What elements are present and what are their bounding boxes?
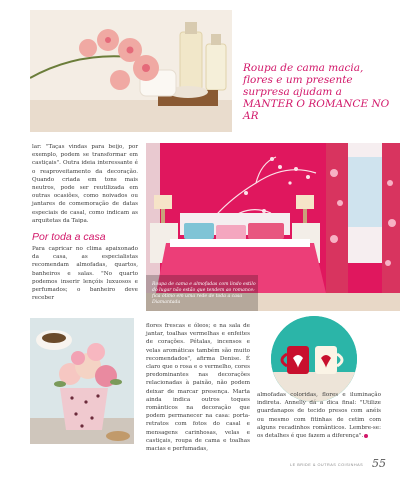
page-footer (290, 457, 390, 471)
article-headline: Roupa de cama macia, flores e um presente surpresa ajudam a MANTER O ROMANCE NO AR (243, 62, 390, 122)
end-of-article-icon (364, 434, 368, 438)
body-paragraph-1: lar: "Taças vindas para beijo, por exemplo, podem se transformar em castiçais". Outra ideia interessante é o reaproveitamento da decoração. Quando criada em tons mais neutros, pode ser reutilizada em outras ocasiões, como noivados ou jantares de comemoração de datas especiais de casal, como indicam as arquitetas da Taipa. (32, 144, 138, 224)
body-paragraph-2: Para capricar no clima apaixonado da casa, as especialistas recomendam almofadas, quartos, banheiros e salas. "No quarto podemos inserir lençóis luxuosos e perfumados; o banheiro deve receber (32, 246, 138, 302)
page-number: 55 (372, 457, 386, 470)
photo-mugs-circle (271, 316, 357, 402)
body-paragraph-3: flores frescas e óleos; e na sala de jantar, toalhas vermelhas e enfeites de corações. Pétalas, incensos e velas aromáticas também são muito recomendados", afirma Denise. É claro que o rosa e o vermelho, cores predominantes nas decorações relacionadas à paixão, não podem deixar de marcar presença. Marta ainda indica outros toques românticos na decoração que podem permanecer na casa: porta-retratos com fotos do casal e mensagens carinhosas, velas e castiçais, roupa de cama e toalhas macias e perfumadas, (146, 323, 250, 453)
footer-label: LE BRIDE & OUTRAS COISINHAS (290, 463, 364, 467)
photo-caption: Roupa de cama e almofadas com lindo estilo do lugar não estão que tendem ao romance: fica ótimo em uma rede de toda a casa Diamantada (152, 282, 256, 305)
body-paragraph-4 (257, 391, 381, 440)
photo-orchids-spa (30, 10, 232, 132)
photo-roses-cup (30, 318, 134, 444)
section-title: Por toda a casa (32, 231, 106, 243)
body-paragraph-4-text: almofadas coloridas, flores e iluminação indireta. Annelly dá a dica final: "Utilize guardanapos de tecido presos com anéis ou mesmo com fitinhas de cetim com alguns recadinhos românticos. Lembre-se: os detalhes é que fazem a diferença". (257, 392, 381, 440)
